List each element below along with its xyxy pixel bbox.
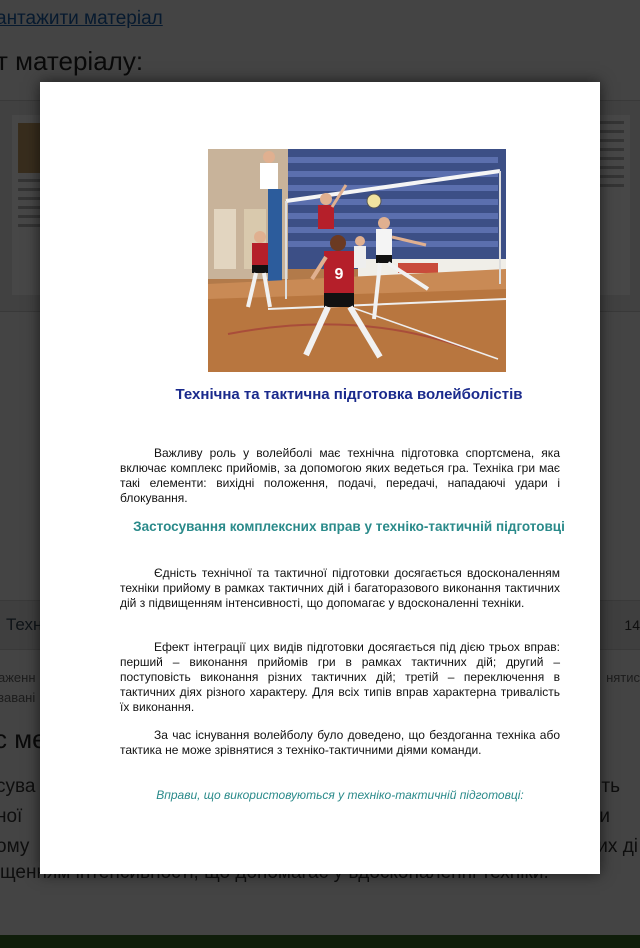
jersey-number: 9 [334,266,344,283]
intro-paragraph: Важливу роль у волейболі має технічна підготовка спортсмена, яка включає комплекс прийомів, за допомогою яких ведеться гра. Техніка гри має такі елементи: вихідні положення, подачі, передачі, нападаючі удари і блокування. [120,446,560,505]
document-viewer-modal [40,82,600,874]
volleyball-photo [208,149,506,372]
document-title: Технічна та тактична підготовка волейболістів [175,386,523,403]
paragraph: Ефект інтеграції цих видів підготовки досягається під дією трьох вправ: перший – виконання прийомів гри в рамках тактичних дій; другий – поступовість виконання різних тактичних дій; третій – переключення в тактичних діях різного характеру. Для всіх типів вправ характерна тривалість їх виконання. [120,640,560,714]
exercises-caption: Вправи, що використовуються у техніко-тактичній підготовці: [156,788,524,802]
paragraph: Єдність технічної та тактичної підготовки досягається вдосконаленням техніки прийому в рамках тактичних дій і багаторазового виконання тактичних дій з підвищенням інтенсивності, що допомагає у вдосконаленні техніки. [120,566,560,610]
section-subheading: Застосування комплексних вправ у техніко-тактичній підготовці [133,519,565,534]
paragraph: За час існування волейболу було доведено, що бездоганна техніка або тактика не може зрівнятися з техніко-тактичними діями команди. [120,728,560,757]
